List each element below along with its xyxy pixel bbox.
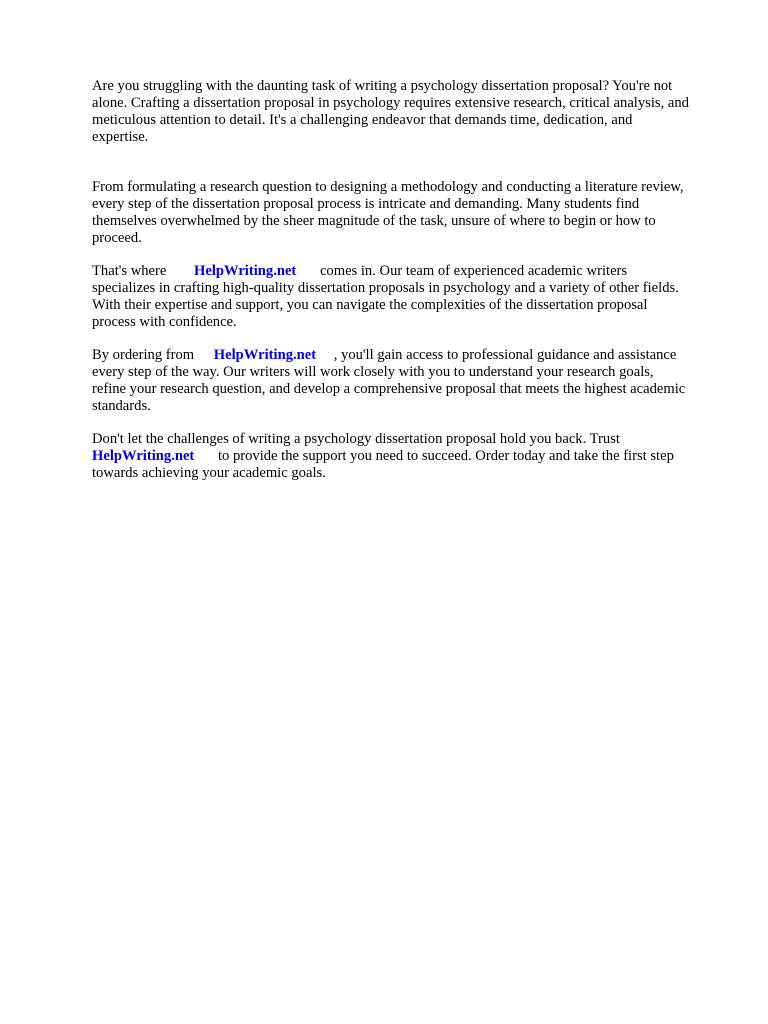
paragraph-team-after: comes in. Our team of experienced academic writers specializes in crafting high-quality dissertation proposals in psychology and a variety of other fields. With their expertise and support, you can navigate the complexities of the dissertation proposal process with confidence. (92, 263, 679, 330)
paragraph-closing-before: Don't let the challenges of writing a psychology dissertation proposal hold you back. Trust (92, 431, 620, 447)
paragraph-ordering-before: By ordering from (92, 347, 198, 363)
paragraph-intro-text: Are you struggling with the daunting task of writing a psychology dissertation proposal? You're not alone. Crafting a dissertation proposal in psychology requires extensive research, critical analysis, and meticulous attention to detail. It's a challenging endeavor that demands time, dedication, and expertise. (92, 78, 689, 145)
paragraph-process-text: From formulating a research question to designing a methodology and conducting a literature review, every step of the dissertation proposal process is intricate and demanding. Many students find themselves overwhelmed by the sheer magnitude of the task, unsure of where to begin or how to proceed. (92, 179, 684, 246)
paragraph-team-before: That's where (92, 263, 170, 279)
paragraph-intro (92, 61, 732, 146)
helpwriting-link-1[interactable]: HelpWriting.net (194, 263, 297, 279)
paragraph-process (92, 162, 732, 247)
paragraph-closing-after: to provide the support you need to succeed. Order today and take the first step towards achieving your academic goals. (92, 448, 674, 481)
paragraph-team (92, 263, 732, 331)
paragraph-closing (92, 431, 732, 482)
helpwriting-link-2[interactable]: HelpWriting.net (213, 347, 317, 363)
document-body (92, 61, 732, 498)
helpwriting-link-3[interactable]: HelpWriting.net (92, 448, 195, 464)
paragraph-ordering (92, 347, 732, 415)
paragraph-ordering-after: , you'll gain access to professional guidance and assistance every step of the way. Our writers will work closely with you to understand your research goals, refine your research question, and develop a comprehensive proposal that meets the highest academic standards. (92, 347, 686, 414)
